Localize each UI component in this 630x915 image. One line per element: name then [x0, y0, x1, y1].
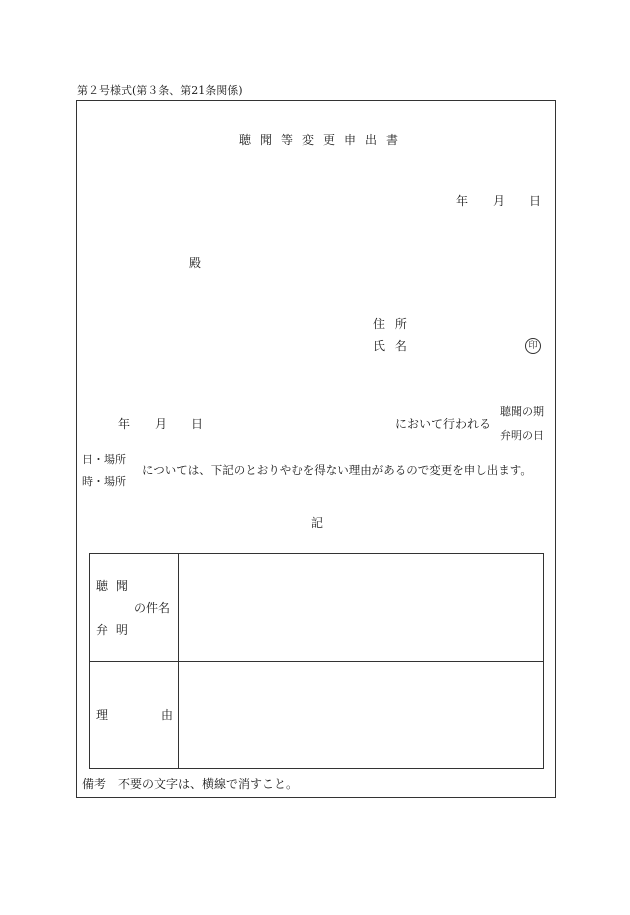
- seal-mark: [525, 338, 541, 354]
- addressee-suffix: 殿: [189, 256, 202, 270]
- hearing-month-label: 月: [155, 417, 168, 431]
- seal-icon: 印: [525, 338, 541, 354]
- note-text: 備考 不要の文字は、横線で消すこと。: [82, 777, 299, 791]
- held-at-text: において行われる: [395, 417, 492, 431]
- hearing-year-label: 年: [118, 417, 131, 431]
- date-place-top: 日・場所: [82, 453, 126, 466]
- request-body-text: については、下記のとおりやむを得ない理由があるので変更を申し出ます。: [142, 463, 532, 477]
- reason-label-left: 理: [96, 708, 109, 722]
- name-label: 氏 名: [373, 339, 410, 353]
- table-row-divider: [89, 661, 544, 662]
- submission-year-label: 年: [456, 194, 469, 208]
- hearing-kind-top: 聴聞の期: [500, 405, 544, 418]
- document-title: 聴聞等変更申出書: [239, 133, 408, 147]
- case-name-label-mid: の件名: [134, 601, 171, 615]
- case-name-label-top: 聴 聞: [96, 579, 130, 593]
- case-name-label-bottom: 弁 明: [96, 623, 130, 637]
- reason-label-right: 由: [161, 708, 174, 722]
- hearing-day-label: 日: [191, 417, 204, 431]
- submission-day-label: 日: [529, 194, 542, 208]
- date-place-bottom: 時・場所: [82, 475, 126, 488]
- hearing-kind-bottom: 弁明の日: [500, 429, 544, 442]
- submission-month-label: 月: [493, 194, 506, 208]
- ki-heading: 記: [311, 516, 324, 530]
- address-label: 住 所: [373, 317, 410, 331]
- form-label: 第２号様式(第３条、第21条関係): [77, 84, 243, 97]
